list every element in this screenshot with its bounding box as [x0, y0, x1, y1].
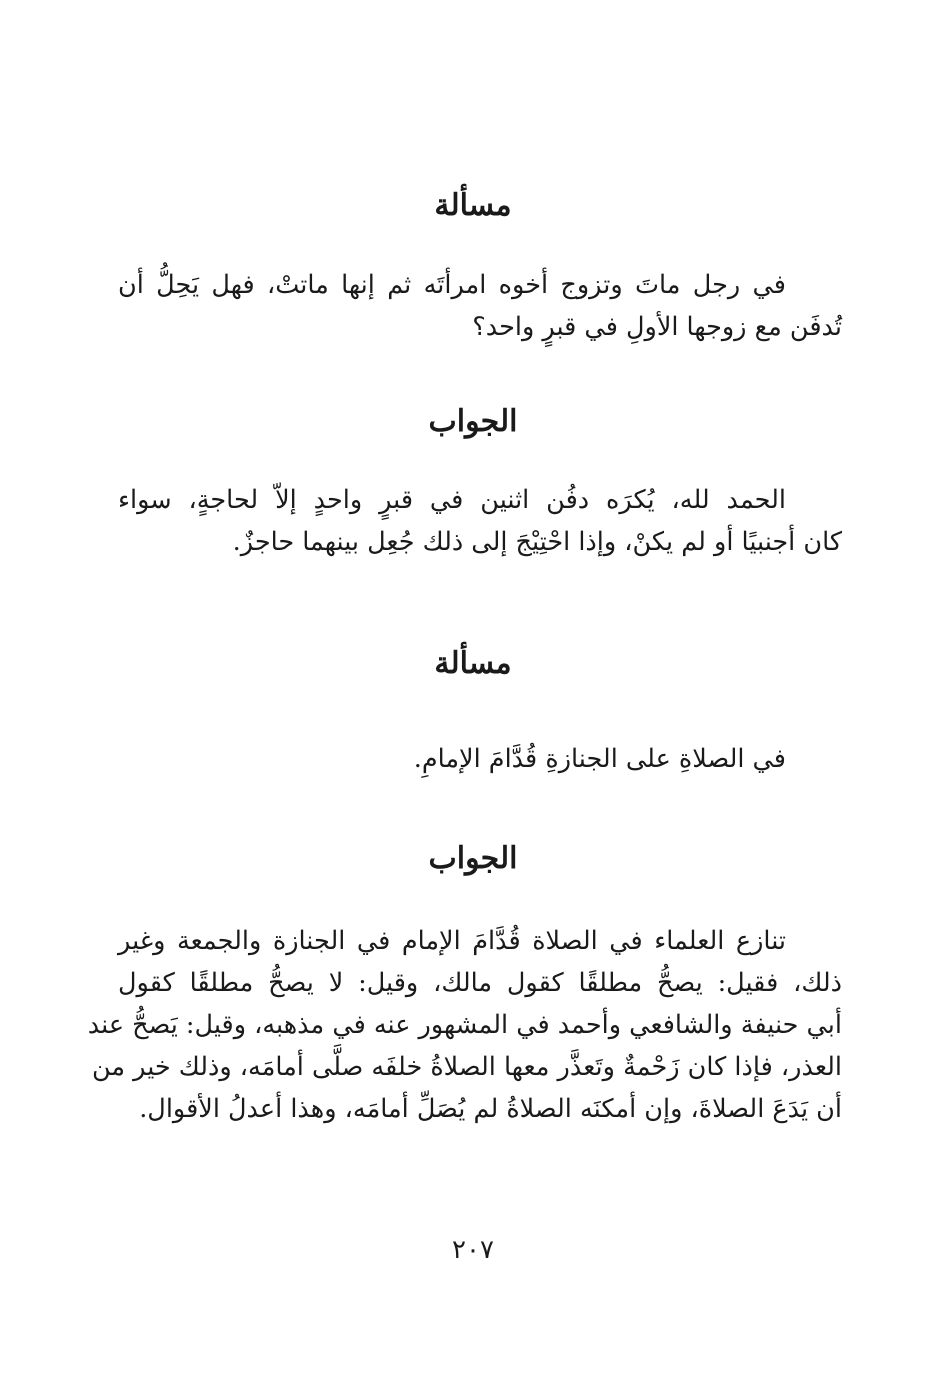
- section-heading-answer-2: الجواب: [428, 841, 518, 876]
- section-heading-answer-1: الجواب: [428, 404, 518, 439]
- text-line: أن يَدَعَ الصلاةَ، وإن أمكنَه الصلاةُ لم يُصَلِّ أمامَه، وهذا أعدلُ الأقوال.: [139, 1094, 842, 1124]
- answer-paragraph-1: [118, 479, 842, 563]
- question-paragraph-2: [118, 738, 842, 780]
- text-line: الحمد لله، يُكرَه دفُن اثنين في قبرٍ واحدٍ إلاّ لحاجةٍ، سواء: [118, 485, 786, 515]
- text-line: أبي حنيفة والشافعي وأحمد في المشهور عنه في مذهبه، وقيل: يَصحُّ عند: [87, 1010, 842, 1040]
- text-line: كان أجنبيًا أو لم يكنْ، وإذا احْتِيْجَ إلى ذلك جُعِل بينهما حاجزٌ.: [232, 527, 842, 557]
- text-line: في رجل ماتَ وتزوج أخوه امرأتَه ثم إنها ماتتْ، فهل يَحِلُّ أن: [118, 270, 786, 300]
- section-heading-question-2: مسألة: [434, 646, 512, 681]
- text-line: ذلك، فقيل: يصحُّ مطلقًا كقول مالك، وقيل: لا يصحُّ مطلقًا كقول: [118, 968, 842, 998]
- answer-paragraph-2: [87, 920, 842, 1130]
- section-heading-question-1: مسألة: [434, 188, 512, 223]
- text-line: تنازع العلماء في الصلاة قُدَّامَ الإمام في الجنازة والجمعة وغير: [118, 926, 786, 956]
- text-line: في الصلاةِ على الجنازةِ قُدَّامَ الإمامِ.: [413, 744, 786, 774]
- text-line: العذر، فإذا كان زَحْمةٌ وتَعذَّر معها الصلاةُ خلفَه صلَّى أمامَه، وذلك خير من: [91, 1052, 842, 1082]
- question-paragraph-1: [118, 264, 842, 348]
- page-number: ٢٠٧: [452, 1235, 494, 1265]
- text-line: تُدفَن مع زوجها الأولِ في قبرٍ واحد؟: [472, 312, 842, 342]
